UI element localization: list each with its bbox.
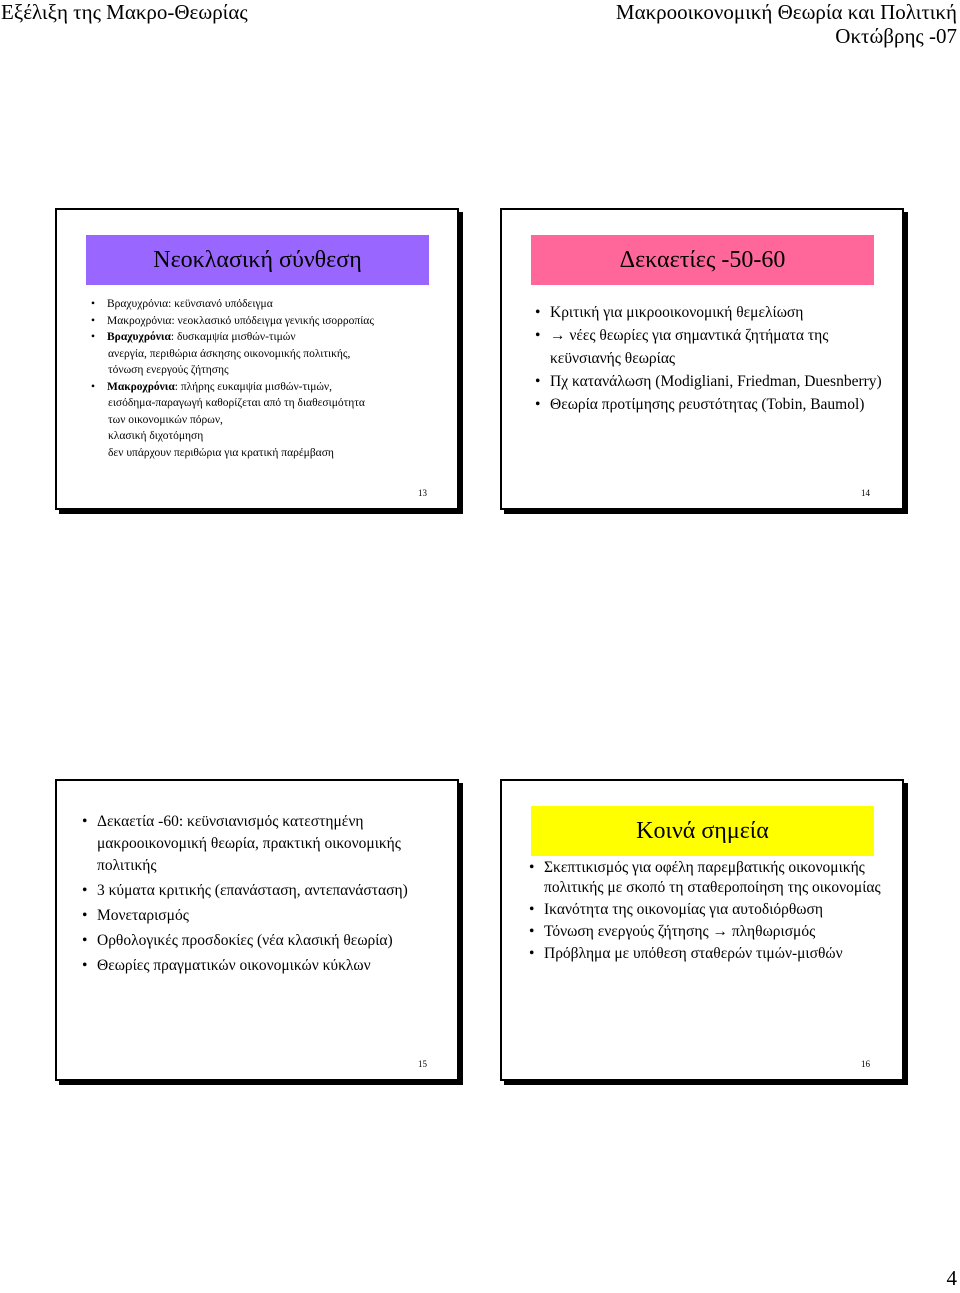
bullet-item [97, 905, 442, 927]
slide-title: Κοινά σημεία [531, 806, 874, 856]
continuation-line [107, 445, 437, 462]
bullet-text: ανεργία, περιθώρια άσκησης οικονομικής πολιτικής, [108, 347, 351, 360]
bullet-item [97, 880, 442, 902]
bullet-text: Πρόβλημα με υπόθεση σταθερών τιμών-μισθών [544, 945, 843, 962]
continuation-line [107, 346, 437, 363]
slide-14 [500, 208, 904, 510]
bullet-text: Μακροχρόνια: νεοκλασικό υπόδειγμα γενικής ισορροπίας [107, 314, 374, 327]
bullet-item [544, 900, 889, 920]
bullet-item [97, 811, 442, 877]
bullet-list [550, 301, 895, 416]
page-number: 4 [946, 1266, 957, 1290]
bullet-text: Σκεπτικισμός για οφέλη παρεμβατικής οικονομικής πολιτικής με σκοπό τη σταθεροποίηση της οικονομίας [544, 859, 881, 896]
slide-title: Δεκαετίες -50-60 [531, 235, 874, 285]
bullet-text: Πχ κατανάλωση (Modigliani, Friedman, Duesnberry) [550, 373, 882, 390]
bold-term: Βραχυχρόνια [107, 331, 171, 343]
bullet-text: Δεκαετία -60: κεϋνσιανισμός κατεστημένη μακροοικονομική θεωρία, πρακτική οικονομικής πολιτικής [97, 813, 401, 874]
bullet-text: Τόνωση ενεργούς ζήτησης → πληθωρισμός [544, 923, 816, 940]
bullet-item [107, 329, 437, 346]
continuation-line [107, 362, 437, 379]
bullet-item [107, 313, 437, 330]
date-label: Οκτώβρης -07 [835, 24, 957, 48]
bullet-item [107, 379, 437, 396]
bullet-list [107, 296, 437, 461]
bullet-text: των οικονομικών πόρων, [108, 413, 223, 426]
bullet-text: : δυσκαμψία μισθών-τιμών [170, 331, 296, 343]
bullet-list [544, 858, 889, 966]
bullet-item [550, 324, 895, 370]
bullet-text: Μονεταρισμός [97, 907, 189, 924]
bullet-text: Θεωρία προτίμησης ρευστότητας (Tobin, Baumol) [550, 396, 865, 413]
course-title: Μακροοικονομική Θεωρία και Πολιτική [615, 0, 957, 24]
bullet-text: Βραχυχρόνια: κεϋνσιανό υπόδειγμα [107, 298, 273, 310]
slide-title: Νεοκλασική σύνθεση [86, 235, 429, 285]
slide-number: 15 [418, 1059, 427, 1069]
slide-number: 16 [861, 1059, 870, 1069]
bullet-text: 3 κύματα κριτικής (επανάσταση, αντεπανάσταση) [97, 882, 408, 899]
bullet-item [550, 393, 895, 416]
bullet-item [550, 301, 895, 324]
document-header-right [616, 0, 957, 48]
slide-13 [55, 208, 459, 510]
bullet-item [550, 370, 895, 393]
bullet-text: εισόδημα-παραγωγή καθορίζεται από τη διαθεσιμότητα [108, 397, 365, 409]
bullet-item [97, 955, 442, 977]
bullet-list [97, 811, 442, 980]
slide-number: 14 [861, 488, 870, 498]
bullet-text: Ικανότητα της οικονομίας για αυτοδιόρθωση [544, 901, 823, 918]
bullet-text: Κριτική για μικροοικονομική θεμελίωση [550, 304, 804, 321]
bullet-text: Ορθολογικές προσδοκίες (νέα κλασική θεωρία) [97, 932, 393, 949]
document-header-left: Εξέλιξη της Μακρο-Θεωρίας [1, 0, 248, 24]
continuation-line [107, 412, 437, 429]
bullet-text: δεν υπάρχουν περιθώρια για κρατική παρέμβαση [108, 446, 334, 459]
bullet-text: τόνωση ενεργούς ζήτησης [108, 364, 229, 376]
bullet-item [544, 922, 889, 942]
bullet-text: κλασική διχοτόμηση [108, 430, 204, 442]
bullet-item [97, 930, 442, 952]
bullet-item [544, 858, 889, 898]
bullet-text: → νέες θεωρίες για σημαντικά ζητήματα της κεϋνσιανής θεωρίας [550, 327, 829, 367]
slide-16 [500, 779, 904, 1081]
continuation-line [107, 428, 437, 445]
continuation-line [107, 395, 437, 412]
bold-term: Μακροχρόνια [107, 380, 175, 393]
bullet-text: Θεωρίες πραγματικών οικονομικών κύκλων [97, 957, 371, 974]
slide-number: 13 [418, 488, 427, 498]
slide-15 [55, 779, 459, 1081]
bullet-item [107, 296, 437, 313]
bullet-text: : πλήρης ευκαμψία μισθών-τιμών, [174, 380, 333, 393]
bullet-item [544, 944, 889, 964]
